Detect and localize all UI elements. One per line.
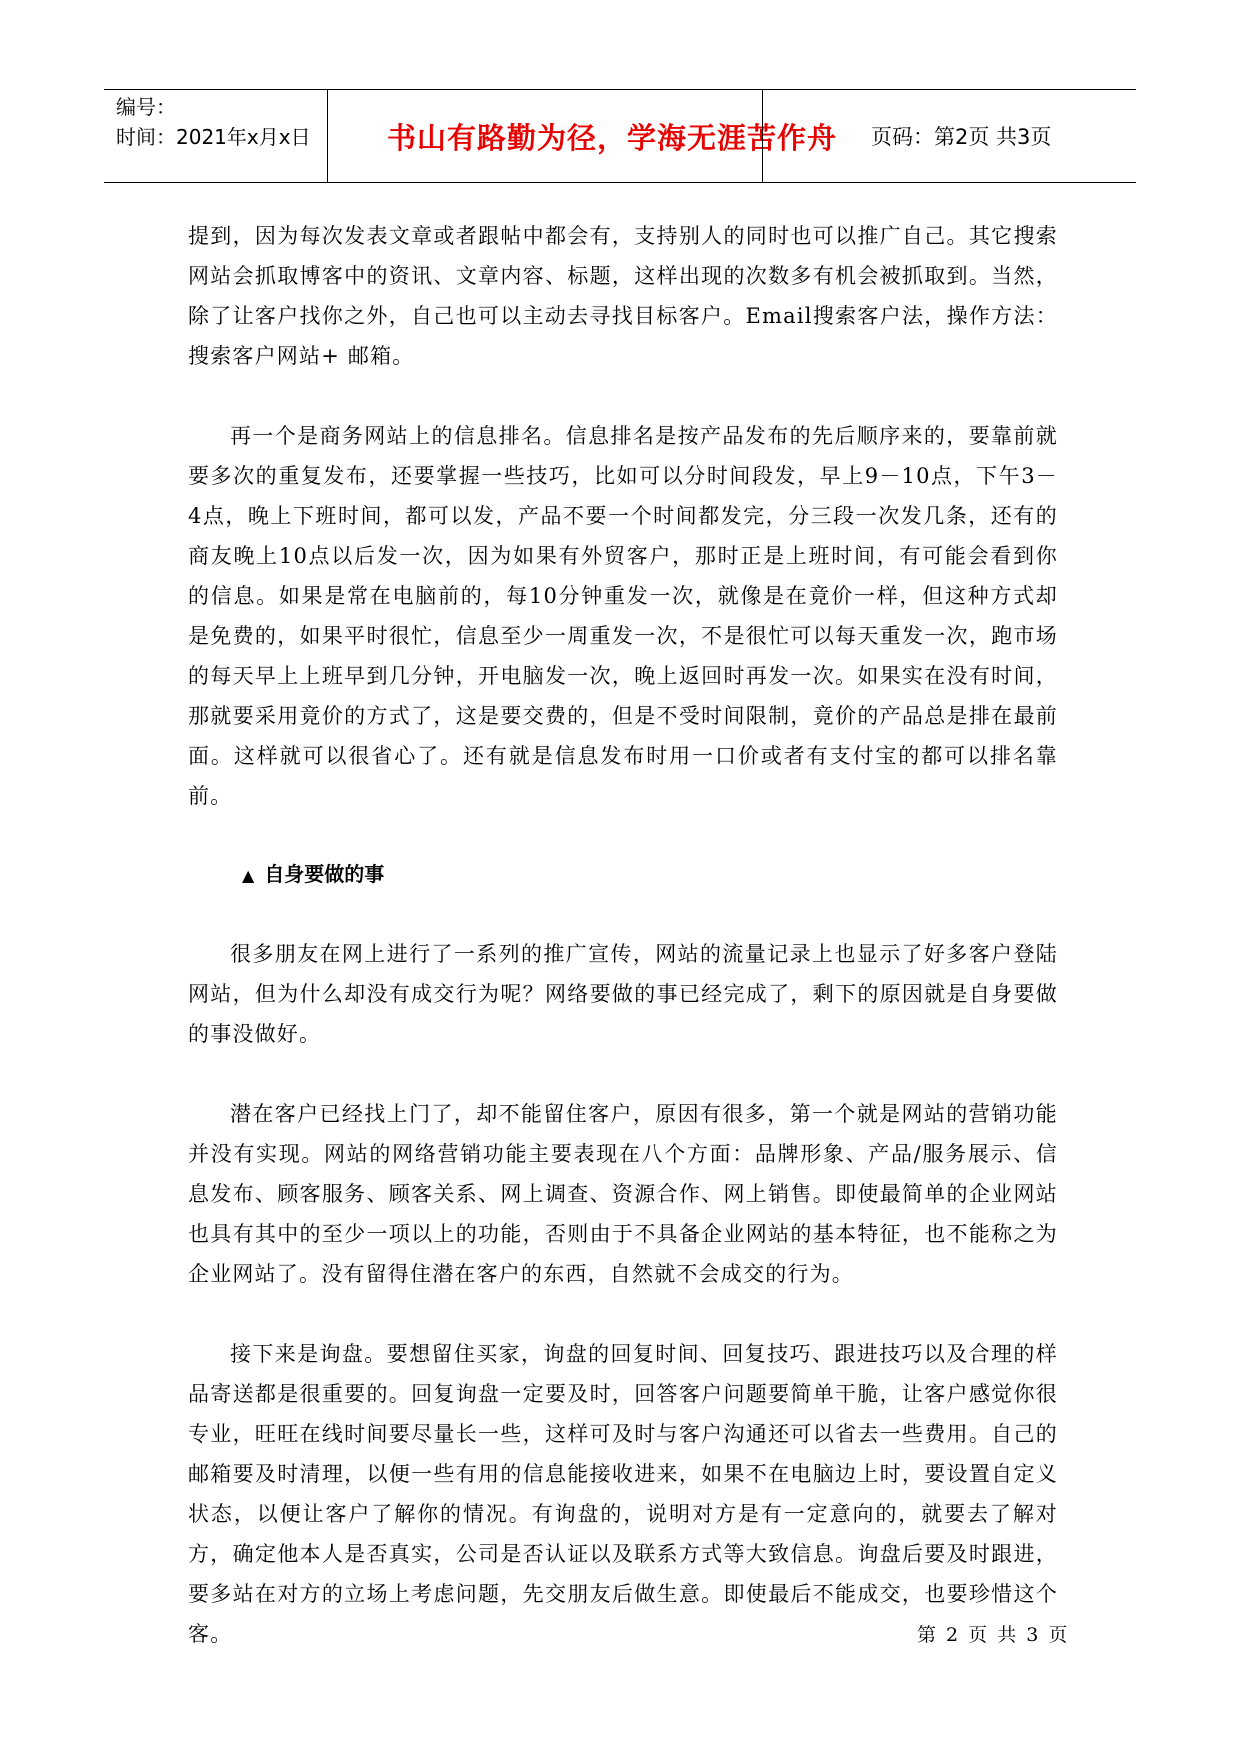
header-divider-left	[327, 90, 328, 182]
paragraph-2: 再一个是商务网站上的信息排名。信息排名是按产品发布的先后顺序来的，要靠前就要多次的重复发布，还要掌握一些技巧，比如可以分时间段发，早上9－10点，下午3－4点，晚上下班时间，都可以发，产品不要一个时间都发完，分三段一次发几条，还有的商友晚上10点以后发一次，因为如果有外贸客户，那时正是上班时间，有可能会看到你的信息。如果是常在电脑前的，每10分钟重发一次，就像是在竟价一样，但这种方式却是免费的，如果平时很忙，信息至少一周重发一次，不是很忙可以每天重发一次，跑市场的每天早上上班早到几分钟，开电脑发一次，晚上返回时再发一次。如果实在没有时间，那就要采用竟价的方式了，这是要交费的，但是不受时间限制，竟价的产品总是排在最前面。这样就可以很省心了。还有就是信息发布时用一口价或者有支付宝的都可以排名靠前。	[188, 424, 1058, 808]
section-paragraph-2: 潜在客户已经找上门了，却不能留住客户，原因有很多，第一个就是网站的营销功能并没有实现。网站的网络营销功能主要表现在八个方面：品牌形象、产品/服务展示、信息发布、顾客服务、顾客关系、网上调查、资源合作、网上销售。即使最简单的企业网站也具有其中的至少一项以上的功能，否则由于不具备企业网站的基本特征，也不能称之为企业网站了。没有留得住潜在客户的东西，自然就不会成交的行为。	[188, 1102, 1058, 1286]
section-paragraph-1: 很多朋友在网上进行了一系列的推广宣传，网站的流量记录上也显示了好多客户登陆网站，但为什么却没有成交行为呢？网络要做的事已经完成了，剩下的原因就是自身要做的事没做好。	[188, 942, 1058, 1046]
paragraph-1: 提到，因为每次发表文章或者跟帖中都会有，支持别人的同时也可以推广自己。其它搜索网站会抓取博客中的资讯、文章内容、标题，这样出现的次数多有机会被抓取到。当然，除了让客户找你之外，自己也可以主动去寻找目标客户。Email搜索客户法，操作方法：搜索客户网站+ 邮箱。	[188, 224, 1058, 368]
document-body	[188, 216, 1058, 1654]
doc-number-label: 编号：	[116, 95, 176, 119]
section-paragraph-3: 接下来是询盘。要想留住买家，询盘的回复时间、回复技巧、跟进技巧以及合理的样品寄送都是很重要的。回复询盘一定要及时，回答客户问题要简单干脆，让客户感觉你很专业，旺旺在线时间要尽量长一些，这样可及时与客户沟通还可以省去一些费用。自己的邮箱要及时清理，以便一些有用的信息能接收进来，如果不在电脑边上时，要设置自定义状态，以便让客户了解你的情况。有询盘的，说明对方是有一定意向的，就要去了解对方，确定他本人是否真实，公司是否认证以及联系方式等大致信息。询盘后要及时跟进，要多站在对方的立场上考虑问题，先交朋友后做生意。即使最后不能成交，也要珍惜这个客。	[188, 1342, 1058, 1646]
page-footer: 第 2 页 共 3 页	[917, 1624, 1070, 1646]
section-heading	[188, 854, 1058, 896]
triangle-bullet-icon: ▲	[242, 866, 255, 885]
page-header	[104, 89, 1136, 183]
header-divider-right	[762, 90, 763, 182]
header-motto: 书山有路勤为径，学海无涯苦作舟	[386, 120, 837, 155]
time-label: 时间：2021年x月x日	[116, 125, 311, 149]
section-heading-text: 自身要做的事	[264, 862, 385, 886]
header-page-info: 页码：第2页 共3页	[871, 125, 1052, 149]
